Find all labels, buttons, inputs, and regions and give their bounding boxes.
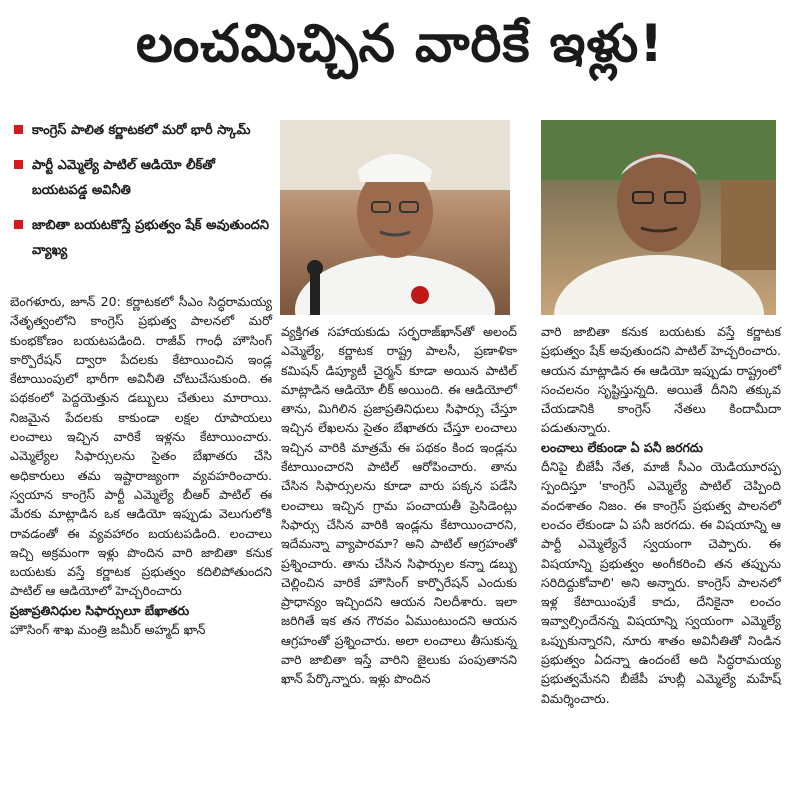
red-square-bullet-icon [14,160,23,169]
article-body: వ్యక్తిగత సహాయకుడు సర్ఫరాజ్‌ఖాన్‌తో అలంద్ ఎమ్మెల్యే, కర్ణాటక రాష్ట్ర పాలసీ, ప్రణాళికా కమిషన్ డిప్యూటీ చైర్మన్ కూడా అయిన పాటిల్ మాట్లాడిన ఆడియో లీక్ అయింది. ఈ ఆడియోలో తాను, మిగిలిన ప్రజాప్రతినిధులు సిఫార్సు చేస్తూ ఇచ్చిన లేఖలను సైతం బేఖాతరు చేస్తూ లంచాలు ఇచ్చిన వారికి మాత్రమే ఈ పథకం కింద ఇండ్లను కేటాయించారని పాటిల్ ఆరోపించారు. తాను చేసిన సిఫార్సులను కూడా వారు పక్కన పడేసి లంచాలు ఇచ్చిన గ్రామ పంచాయతీ ప్రెసిడెంట్లు సిఫార్సు చేసిన వారికి ఇండ్లను కేటాయించారని, ఇదేమన్నా వ్యాపారమా? అని పాటిల్ ఆగ్రహంతో ప్రశ్నించారు. తాను చేసిన సిఫార్సుల కన్నా డబ్బు చెల్లించిన వారికే హౌసింగ్ కార్పొరేషన్ ఎందుకు ప్రాధాన్యం ఇచ్చిందని ఆయన నిలదీశారు. ఇలా జరిగితే ఇక తన గౌరవం ఏముంటుందని ఆయన ఆగ్రహంతో ప్రశ్నించారు. అలా లంచాలు తీసుకున్న వారి జాబితా ఇస్తే వారిని జైలుకు పంపుతానని ఖాన్ పేర్కొన్నారు. ఇళ్లు పొందిన [281,324,517,687]
bullet-text: కాంగ్రెస్ పాలిత కర్ణాటకలో మరో భారీ స్కామ్ [32,123,251,138]
photo-siddaramaiah [541,120,776,315]
red-square-bullet-icon [14,125,23,134]
photo-mla-with-cap [280,120,510,315]
bullet-text: జాబితా బయటకొస్తే ప్రభుత్వం షేక్ అవుతుందని వ్యాఖ్య [32,218,269,258]
article-body: వారి జాబితా కనుక బయటకు వస్తే కర్ణాటక ప్రభుత్వం షేక్ అవుతుందని పాటిల్ హెచ్చరించారు. ఆయన మాట్లాడిన ఈ ఆడియో ఇప్పుడు రాష్ట్రంలో సంచలనం సృష్టిస్తున్నది. అయితే దీనిని తక్కువ చేయడానికి కాంగ్రెస్ నేతలు కిందామీదా పడుతున్నారు. [541,324,781,436]
article-body: బెంగళూరు, జూన్ 20: కర్ణాటకలో సీఎం సిద్ధరామయ్య నేతృత్వంలోని కాంగ్రెస్ ప్రభుత్వ పాలనలో మరో కుంభకోణం బయటపడింది. రాజీవ్ గాంధీ హౌసింగ్ కార్పొరేషన్ ద్వారా పేదలకు కేటాయించిన ఇండ్ల కేటాయింపులో భారీగా అవినీతి చోటుచేసుకుంది. ఈ పథకంలో పెద్దయెత్తున డబ్బులు చేతులు మారాయి. నిజమైన పేదలకు కాకుండా లక్షల రూపాయలు లంచాలు ఇచ్చిన వారికే ఇళ్లను కేటాయించారు. ఎమ్మెల్యేల సిఫార్సులను సైతం బేఖాతరు చేసి అధికారులు తమ ఇష్టారాజ్యంగా వ్యవహరించారు. స్వయాన కాంగ్రెస్ పార్టీ ఎమ్మెల్యే బీఆర్ పాటిల్ ఈ మేరకు మాట్లాడిన ఒక ఆడియో ఇప్పుడు వెలుగులోకి రావడంతో ఈ వ్యవహారం బయటపడింది. లంచాలు ఇచ్చి అక్రమంగా ఇళ్లు పొందిన వారి జాబితా కనుక బయటకు వస్తే కర్ణాటక ప్రభుత్వం కదిలిపోతుందని పాటిల్ ఆ ఆడియోలో హెచ్చరించారు [10,294,272,599]
article-column-1 [10,292,272,639]
sub-heading: ప్రజాప్రతినిధుల సిఫార్సులూ బేఖాతరు [10,602,190,618]
bullet-item [10,213,272,263]
article-body: హౌసింగ్ శాఖ మంత్రి జమీర్ అహ్మద్ ఖాన్ [10,622,206,638]
headline: లంచమిచ్చిన వారికే ఇళ్లు! [136,14,664,74]
bullet-item [10,153,272,203]
article-column-2 [281,322,517,689]
bullet-text: పార్టీ ఎమ్మెల్యే పాటిల్ ఆడియో లీక్‌తో బయటపడ్డ అవినీతి [32,158,215,198]
bullet-list [10,118,272,273]
sub-heading: లంచాలు లేకుండా ఏ పనీ జరగదు [541,439,703,455]
portrait-illustration [541,120,776,315]
article-column-3 [541,322,781,708]
bullet-item [10,118,272,143]
red-square-bullet-icon [14,220,23,229]
portrait-illustration [280,120,510,315]
article-body: దీనిపై బీజేపీ నేత, మాజీ సీఎం యెడియూరప్ప స్పందిస్తూ 'కాంగ్రెస్ ఎమ్మెల్యే పాటిల్ చెప్పింది వందశాతం నిజం. ఈ కాంగ్రెస్ ప్రభుత్వ పాలనలో లంచం లేకుండా ఏ పనీ జరగదు. ఈ విషయాన్ని ఆ పార్టీ ఎమ్మెల్యేనే స్వయంగా చెప్పారు. ఈ విషయాన్ని ప్రభుత్వం అంగీకరించి తన తప్పును సరిదిద్దుకోవాలి' అని అన్నారు. కాంగ్రెస్ పాలనలో ఇళ్ల కేటాయింపుకే కాదు, దేనికైనా లంచం ఇవ్వాల్సిందేనన్న విషయాన్ని స్వయంగా ఎమ్మెల్యే ఒప్పుకున్నారని, నూరు శాతం అవినీతితో నిండిన ప్రభుత్వం ఏదన్నా ఉందంటే అది సిద్ధరామయ్య ప్రభుత్వమేనని బీజేపీ హుబ్లీ ఎమ్మెల్యే మహేష్ విమర్శించారు. [541,459,781,706]
